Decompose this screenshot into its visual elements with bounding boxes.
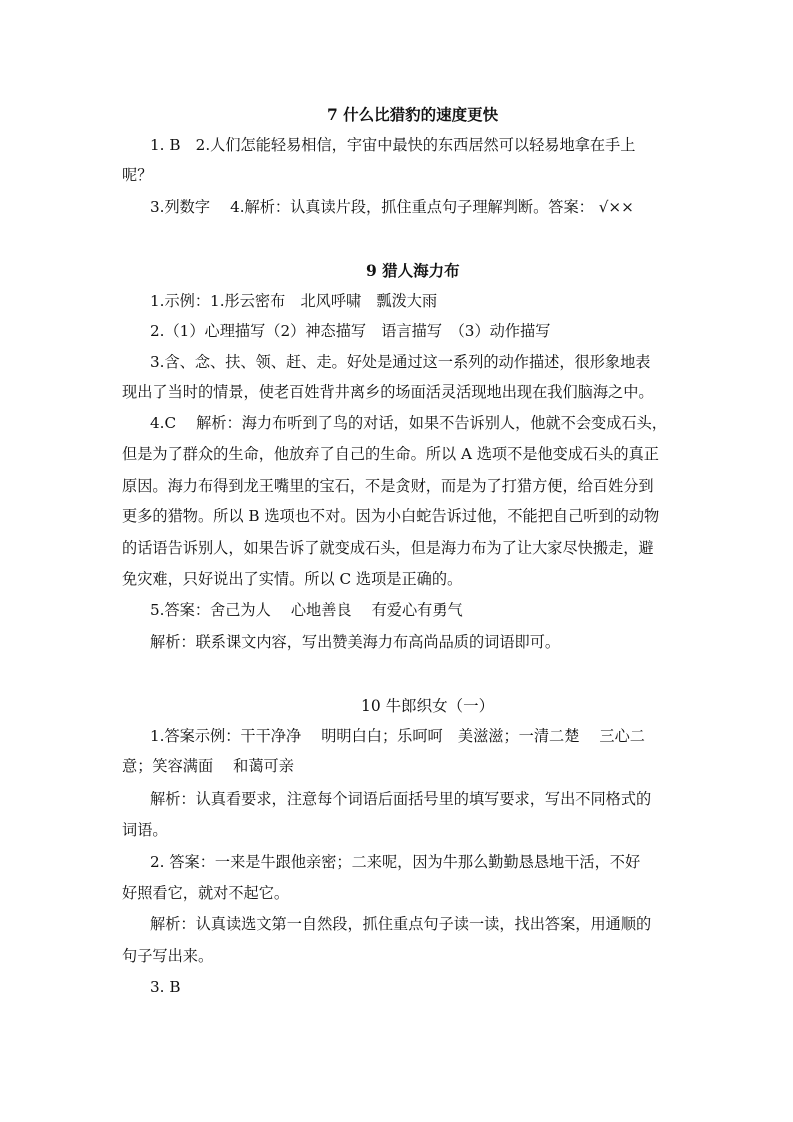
answer-line: 1.示例：1.彤云密布 北风呼啸 瓢泼大雨	[150, 292, 438, 310]
answer-line: 呢？	[122, 166, 153, 184]
answer-line: 好照看它，就对不起它。	[122, 884, 290, 902]
answer-line: 句子写出来。	[122, 947, 214, 965]
answer-line: 解析：联系课文内容，写出赞美海力布高尚品质的词语即可。	[150, 633, 561, 651]
answer-line: 1.答案示例：干干净净 明明白白；乐呵呵 美滋滋；一清二楚 三心二	[150, 727, 645, 745]
answer-line: 3.列数字 4.解析：认真读片段，抓住重点句子理解判断。答案： √××	[150, 198, 634, 216]
answer-line: 免灾难，只好说出了实情。所以 C 选项是正确的。	[122, 570, 463, 588]
answer-line: 5.答案：舍己为人 心地善良 有爱心有勇气	[150, 601, 463, 619]
section-title-7: 7 什么比猎豹的速度更快	[327, 105, 499, 124]
answer-line: 3. B	[150, 978, 181, 996]
answer-line: 但是为了群众的生命，他放弃了自己的生命。所以 A 选项不是他变成石头的真正	[122, 445, 659, 463]
answer-line: 1. B 2.人们怎能轻易相信，宇宙中最快的东西居然可以轻易地拿在手上	[150, 136, 636, 154]
answer-line: 解析：认真看要求，注意每个词语后面括号里的填写要求，写出不同格式的	[150, 790, 652, 808]
answer-line: 意；笑容满面 和蔼可亲	[122, 757, 294, 775]
answer-line: 词语。	[122, 821, 168, 839]
answer-line: 的话语告诉别人，如果告诉了就变成石头，但是海力布为了让大家尽快搬走，避	[122, 539, 654, 557]
answer-line: 原因。海力布得到龙王嘴里的宝石，不是贪财，而是为了打猎方便，给百姓分到	[122, 477, 654, 495]
answer-line: 更多的猎物。所以 B 选项也不对。因为小白蛇告诉过他，不能把自己听到的动物	[122, 507, 660, 525]
answer-line: 现出了当时的情景，使老百姓背井离乡的场面活灵活现地出现在我们脑海之中。	[122, 383, 654, 401]
answer-line: 2.（1）心理描写（2）神态描写 语言描写 （3）动作描写	[150, 322, 551, 340]
answer-line: 2. 答案：一来是牛跟他亲密；二来呢，因为牛那么勤勤恳恳地干活，不好	[150, 853, 641, 871]
answer-line: 4.C 解析：海力布听到了鸟的对话，如果不告诉别人，他就不会变成石头，	[150, 414, 667, 432]
section-title-10: 10 牛郎织女（一）	[361, 697, 495, 715]
section-title-9: 9 猎人海力布	[366, 261, 460, 280]
answer-line: 3.含、念、扶、领、赶、走。好处是通过这一系列的动作描述，很形象地表	[150, 353, 651, 371]
answer-line: 解析：认真读选文第一自然段，抓住重点句子读一读，找出答案，用通顺的	[150, 915, 652, 933]
